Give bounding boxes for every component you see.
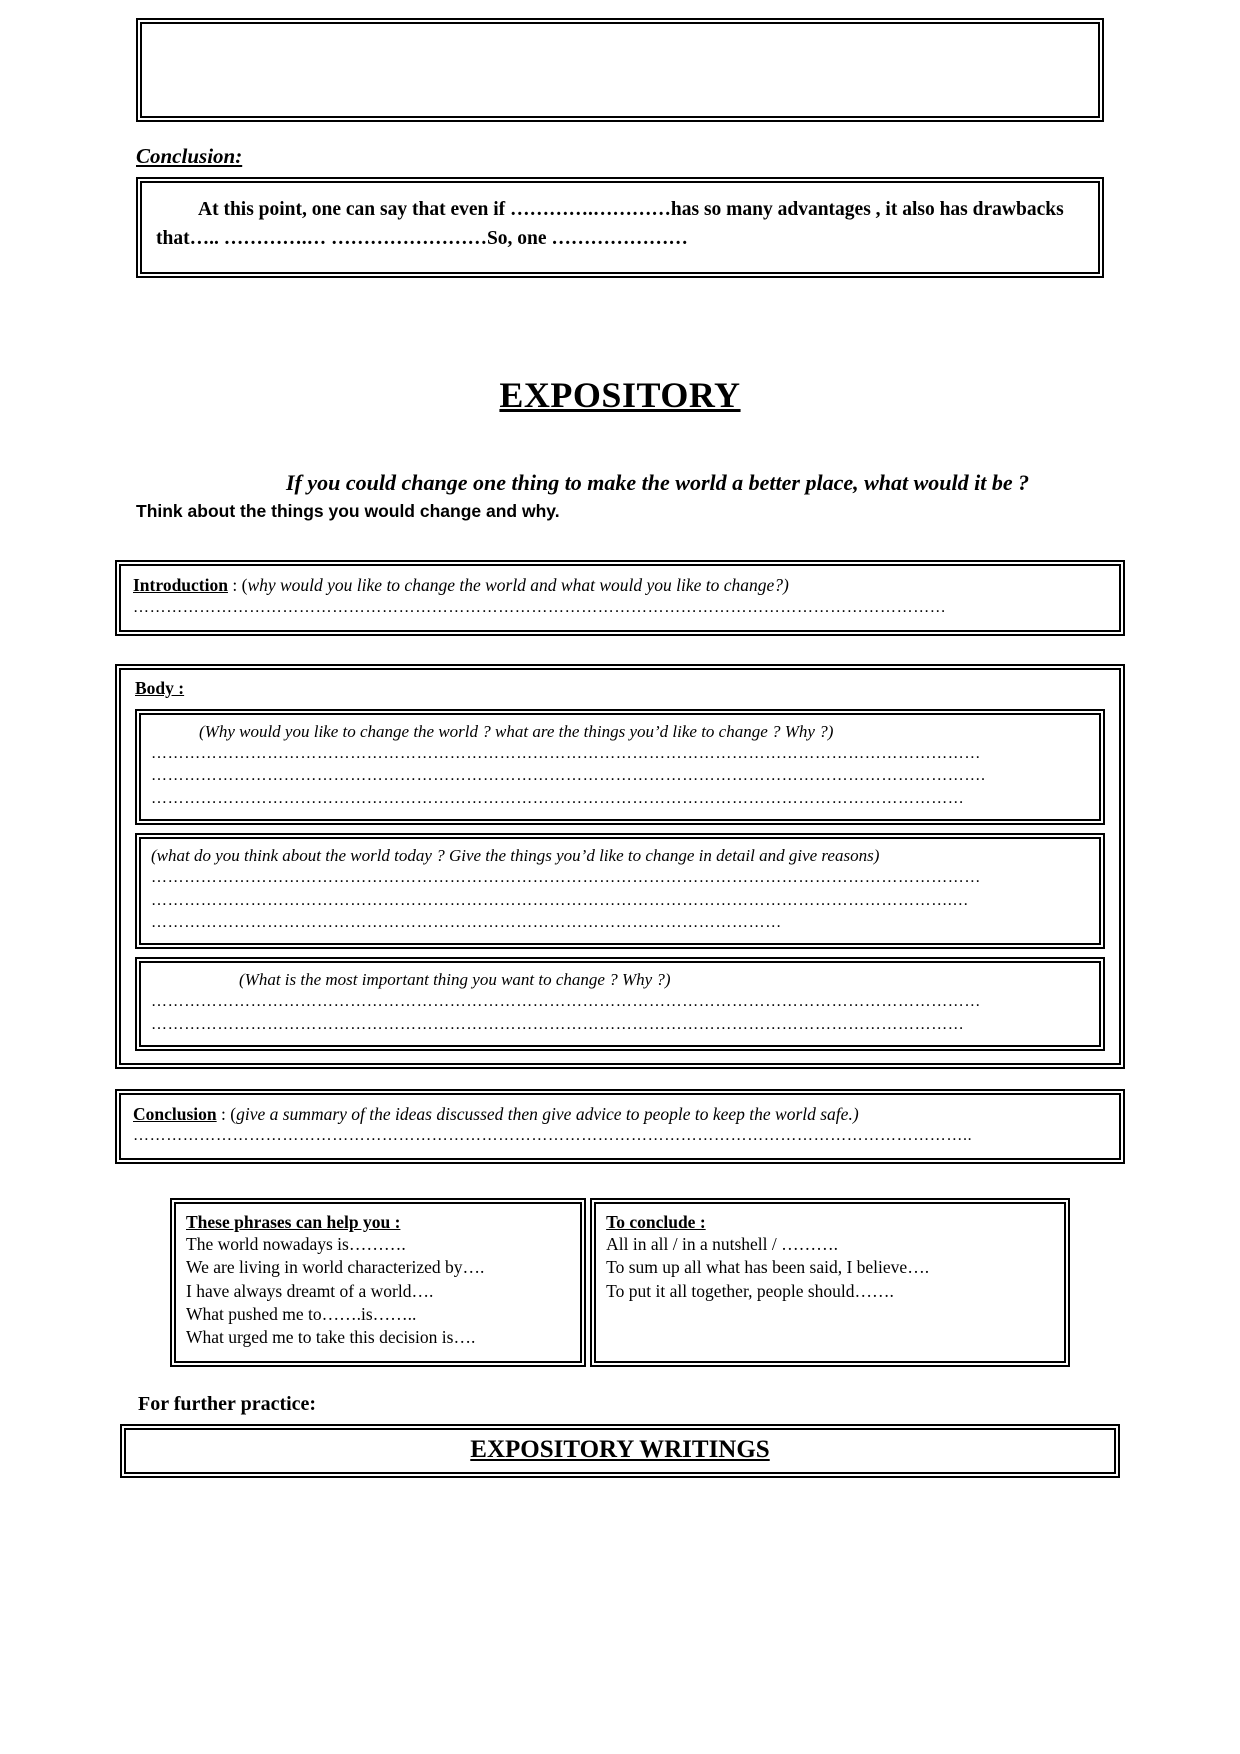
introduction-answer-line-1[interactable]: ………………………………………………………………………………………………………………………………… [133, 598, 947, 616]
introduction-question: why would you like to change the world and what would you like to change?) [247, 575, 789, 596]
body-block-3-line-2[interactable]: ………………………………………………………………………………………………………………………………… [151, 1015, 965, 1033]
conclusion-label: Conclusion [133, 1103, 217, 1124]
body-block-3-line-1[interactable]: …………………………………………………………………………………………………………………………………… [151, 993, 981, 1011]
helper-phrase-right-3: To put it all together, people should……. [606, 1280, 894, 1301]
body-block-1-question: (Why would you like to change the world ? what are the things you’d like to change ? Why ?) [199, 721, 834, 741]
helper-phrase-right-1: All in all / in a nutshell / ………. [606, 1234, 838, 1255]
body-section[interactable] [115, 664, 1125, 1069]
footer-banner [120, 1424, 1120, 1478]
body-block-1-line-2[interactable]: ……………………………………………………………………………………………………………………………………. [151, 767, 986, 785]
prompt-sub: Think about the things you would change and why. [136, 501, 560, 522]
body-block-3-question: (What is the most important thing you want to change ? Why ?) [239, 970, 671, 990]
body-block-2-line-1[interactable]: …………………………………………………………………………………………………………………………………… [151, 869, 981, 886]
conclusion-heading [133, 1103, 1107, 1126]
footer-banner-title: EXPOSITORY WRITINGS [470, 1436, 770, 1464]
body-block-1[interactable] [135, 709, 1105, 825]
conclusion-answer-line-1[interactable]: …………………………………………………………………………………………………………………………………….. [133, 1127, 973, 1145]
conclusion-previous-label: Conclusion: [136, 144, 243, 168]
helper-phrase-left-2: We are living in world characterized by…. [186, 1257, 485, 1278]
body-block-1-line-1[interactable]: …………………………………………………………………………………………………………………………………… [151, 744, 981, 762]
helper-phrase-left-4: What pushed me to…….is…….. [186, 1303, 417, 1324]
body-block-2-line-2[interactable]: ……………………………………………………………………………………………………………………………….… [151, 891, 969, 909]
helper-phrases [170, 1198, 1070, 1367]
body-label: Body : [135, 677, 185, 698]
further-practice-label: For further practice: [138, 1393, 317, 1416]
page-title: EXPOSITORY [499, 374, 741, 415]
helper-phrase-left-5: What urged me to take this decision is…. [186, 1327, 476, 1348]
helper-phrase-right-2: To sum up all what has been said, I believe…. [606, 1257, 930, 1278]
introduction-label: Introduction [133, 575, 228, 596]
empty-answer-box-inner[interactable] [140, 22, 1100, 118]
helper-phrases-right [590, 1198, 1070, 1367]
conclusion-section[interactable] [115, 1089, 1125, 1164]
conclusion-previous-text: At this point, one can say that even if ………….…………has so many advantages , it also has drawbacks that….. ………….… ……………………So, one ………………… [156, 199, 1064, 250]
conclusion-separator: : ( [216, 1103, 237, 1124]
prompt-main: If you could change one thing to make the world a better place, what would it be ? [286, 469, 1030, 495]
helper-phrases-right-title: To conclude : [606, 1212, 706, 1233]
introduction-heading [133, 574, 1107, 597]
helper-phrases-left [170, 1198, 586, 1367]
body-label-row [125, 674, 1115, 703]
introduction-separator: : ( [227, 575, 248, 596]
helper-phrase-left-3: I have always dreamt of a world…. [186, 1280, 434, 1301]
body-block-3[interactable] [135, 957, 1105, 1051]
helper-phrases-left-title: These phrases can help you : [186, 1212, 401, 1233]
introduction-section[interactable] [115, 560, 1125, 635]
conclusion-previous-box[interactable] [136, 177, 1104, 278]
body-block-1-line-3[interactable]: ………………………………………………………………………………………………………………………………… [151, 790, 965, 808]
body-block-2-line-3[interactable]: …………………………………………………………………………………………………… [151, 914, 782, 932]
prompt-block [0, 468, 1240, 523]
empty-answer-box[interactable] [136, 18, 1104, 122]
conclusion-question: give a summary of the ideas discussed then give advice to people to keep the world safe.) [236, 1103, 859, 1124]
body-block-2[interactable] [135, 833, 1105, 949]
body-block-2-question: (what do you think about the world today ? Give the things you’d like to change in detail and give reasons) [151, 845, 880, 865]
helper-phrase-left-1: The world nowadays is………. [186, 1234, 406, 1255]
